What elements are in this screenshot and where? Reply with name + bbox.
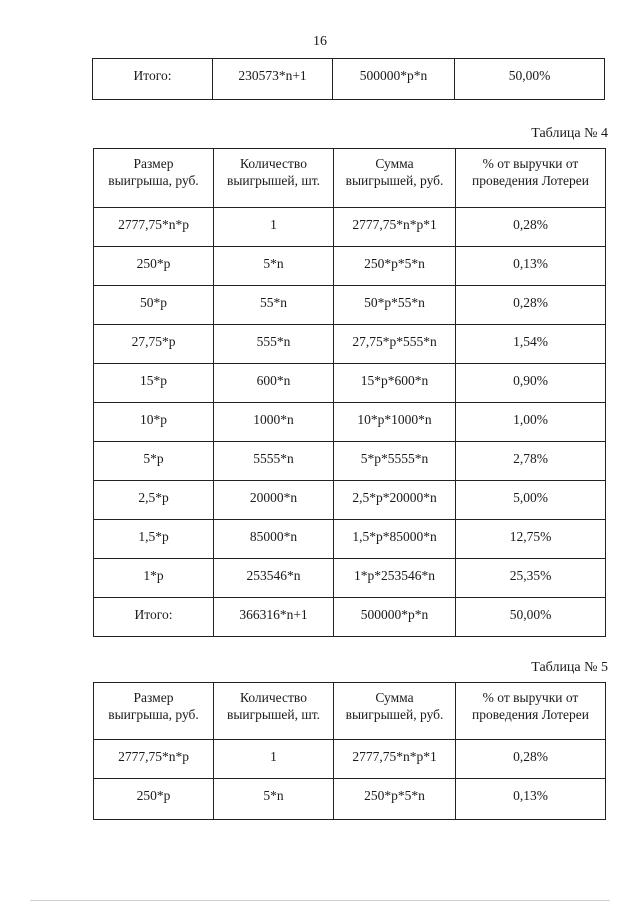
column-header-prize-size: Размер выигрыша, руб.	[94, 149, 214, 208]
table-row	[94, 247, 606, 286]
table-cell: 500000*p*n	[333, 59, 455, 100]
table-cell: 1,5*p*85000*n	[334, 520, 456, 559]
table-row	[93, 59, 605, 100]
table-cell: 5555*n	[214, 442, 334, 481]
table-cell: 2777,75*n*p	[94, 208, 214, 247]
table-row	[94, 286, 606, 325]
table-row	[94, 442, 606, 481]
column-header-count: Количество выигрышей, шт.	[214, 683, 334, 740]
table-cell: 500000*p*n	[334, 598, 456, 637]
table-cell: 250*p*5*n	[334, 247, 456, 286]
page-number: 16	[313, 34, 327, 49]
table-cell: 5*n	[214, 779, 334, 820]
table-cell: 27,75*p*555*n	[334, 325, 456, 364]
table-cell: 2,5*p	[94, 481, 214, 520]
table-cell: 10*p	[94, 403, 214, 442]
table-cell: 0,28%	[456, 740, 606, 779]
table-cell: 50*p	[94, 286, 214, 325]
table-cell: 2,5*p*20000*n	[334, 481, 456, 520]
table-cell: 253546*n	[214, 559, 334, 598]
table-cell: 250*p*5*n	[334, 779, 456, 820]
table-row	[94, 325, 606, 364]
table-cell: 1,00%	[456, 403, 606, 442]
table-cell: 10*p*1000*n	[334, 403, 456, 442]
table-cell: 50,00%	[455, 59, 605, 100]
table-cell: 1,5*p	[94, 520, 214, 559]
table-cell: 555*n	[214, 325, 334, 364]
table4-caption: Таблица № 4	[531, 126, 608, 141]
table-cell: 50,00%	[456, 598, 606, 637]
table-cell: 1	[214, 208, 334, 247]
table-cell: 600*n	[214, 364, 334, 403]
table-cell: 1*p	[94, 559, 214, 598]
table-header-row	[94, 683, 606, 740]
table-row	[94, 779, 606, 820]
table-cell: 55*n	[214, 286, 334, 325]
table-cell: 2777,75*n*p*1	[334, 740, 456, 779]
table-row-total	[94, 598, 606, 637]
column-header-percent: % от выручки от проведения Лотереи	[456, 683, 606, 740]
table-top	[92, 58, 605, 100]
table-cell: 5*n	[214, 247, 334, 286]
table-row	[94, 403, 606, 442]
table-cell: 230573*n+1	[213, 59, 333, 100]
table-cell: 12,75%	[456, 520, 606, 559]
table-5	[93, 682, 606, 820]
table-cell: 27,75*p	[94, 325, 214, 364]
column-header-count: Количество выигрышей, шт.	[214, 149, 334, 208]
table-4	[93, 148, 606, 637]
table-cell: 2777,75*n*p*1	[334, 208, 456, 247]
table-cell: 5,00%	[456, 481, 606, 520]
table-cell: 1	[214, 740, 334, 779]
table-cell: 85000*n	[214, 520, 334, 559]
table-cell: 5*p	[94, 442, 214, 481]
table-row	[94, 364, 606, 403]
table-cell: 15*p*600*n	[334, 364, 456, 403]
table-cell: 25,35%	[456, 559, 606, 598]
table-cell: 1000*n	[214, 403, 334, 442]
table-cell: Итого:	[94, 598, 214, 637]
table-cell: 0,28%	[456, 286, 606, 325]
table-row	[94, 740, 606, 779]
page-bottom-divider	[30, 900, 610, 901]
table-cell: 20000*n	[214, 481, 334, 520]
table-row	[94, 520, 606, 559]
table-cell: 2777,75*n*p	[94, 740, 214, 779]
column-header-percent: % от выручки от проведения Лотереи	[456, 149, 606, 208]
table-cell: 2,78%	[456, 442, 606, 481]
table-cell: 0,28%	[456, 208, 606, 247]
table-cell: 15*p	[94, 364, 214, 403]
table-header-row	[94, 149, 606, 208]
table-row	[94, 559, 606, 598]
table-row	[94, 481, 606, 520]
table-cell: 1*p*253546*n	[334, 559, 456, 598]
table-cell: 250*p	[94, 779, 214, 820]
table-row	[94, 208, 606, 247]
table-cell: 0,13%	[456, 779, 606, 820]
table-cell: 250*p	[94, 247, 214, 286]
column-header-prize-size: Размер выигрыша, руб.	[94, 683, 214, 740]
column-header-sum: Сумма выигрышей, руб.	[334, 683, 456, 740]
table-cell: 50*p*55*n	[334, 286, 456, 325]
table-cell: 366316*n+1	[214, 598, 334, 637]
table-cell: 0,13%	[456, 247, 606, 286]
table5-caption: Таблица № 5	[531, 660, 608, 675]
table-cell: 0,90%	[456, 364, 606, 403]
table-cell: 1,54%	[456, 325, 606, 364]
table-cell: 5*p*5555*n	[334, 442, 456, 481]
table-cell: Итого:	[93, 59, 213, 100]
column-header-sum: Сумма выигрышей, руб.	[334, 149, 456, 208]
